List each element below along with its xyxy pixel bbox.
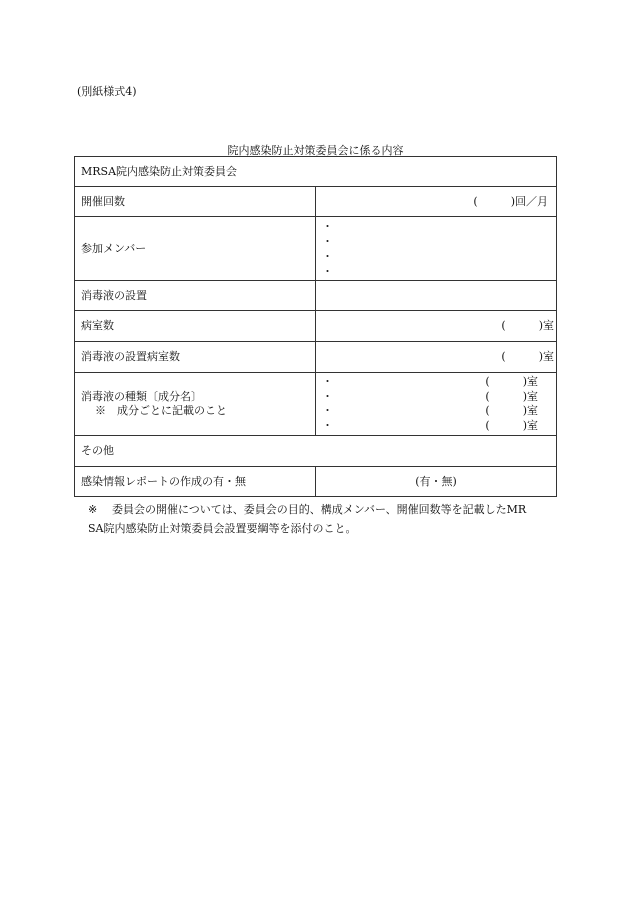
footnote-text-1: 委員会の開催については、委員会の目的、構成メンバー、開催回数等を記載したMR — [112, 503, 527, 516]
rooms-value[interactable]: ( )室 — [316, 311, 557, 342]
footnote-mark: ※ — [88, 503, 98, 516]
item-rooms: ( )室 — [485, 375, 538, 388]
member-bullet: ・ — [322, 219, 333, 233]
section-header: MRSA院内感染防止対策委員会 — [75, 157, 557, 187]
report-label: 感染情報レポートの作成の有・無 — [75, 467, 316, 497]
disinfectant-install-label: 消毒液の設置 — [75, 281, 316, 311]
meetings-label: 開催回数 — [75, 187, 316, 217]
disinfectant-types-label: 消毒液の種類〔成分名〕 — [81, 390, 202, 403]
member-bullet: ・ — [322, 234, 333, 248]
rooms-with-disinfectant-row — [75, 342, 557, 373]
meetings-row — [75, 187, 557, 217]
rooms-with-disinfectant-value[interactable]: ( )室 — [316, 342, 557, 373]
disinfectant-type-item — [322, 390, 538, 405]
report-row — [75, 467, 557, 497]
item-rooms: ( )室 — [485, 418, 538, 432]
item-rooms: ( )室 — [485, 404, 538, 417]
other-label: その他 — [75, 436, 557, 467]
item-rooms: ( )室 — [485, 389, 538, 403]
item-bullet: ・ — [322, 375, 333, 388]
meetings-value[interactable]: ( )回／月 — [316, 187, 557, 217]
rooms-label: 病室数 — [75, 311, 316, 342]
footnote — [74, 500, 557, 538]
disinfectant-types-row — [75, 373, 557, 436]
committee-table — [74, 156, 557, 497]
item-bullet: ・ — [322, 418, 333, 432]
item-bullet: ・ — [322, 404, 333, 417]
disinfectant-types-label-cell — [75, 373, 316, 436]
members-row — [75, 217, 557, 281]
member-bullet: ・ — [322, 264, 333, 278]
disinfectant-type-item — [322, 419, 538, 434]
member-bullet: ・ — [322, 249, 333, 263]
rooms-row — [75, 311, 557, 342]
section-header-row — [75, 157, 557, 187]
members-label: 参加メンバー — [75, 217, 316, 281]
disinfectant-install-value[interactable] — [316, 281, 557, 311]
report-value[interactable]: (有・無) — [316, 467, 557, 497]
other-row — [75, 436, 557, 467]
document-title: 院内感染防止対策委員会に係る内容 — [227, 144, 404, 157]
rooms-with-disinfectant-label: 消毒液の設置病室数 — [75, 342, 316, 373]
disinfectant-types-value[interactable] — [316, 373, 557, 436]
item-bullet: ・ — [322, 389, 333, 403]
members-value[interactable] — [316, 217, 557, 281]
disinfectant-types-note: ※ 成分ごとに記載のこと — [95, 404, 227, 417]
disinfectant-install-row — [75, 281, 557, 311]
footnote-line-2: SA院内感染防止対策委員会設置要綱等を添付のこと。 — [88, 522, 357, 535]
disinfectant-type-item — [322, 404, 538, 419]
disinfectant-type-item — [322, 375, 538, 390]
form-label: (別紙様式4) — [77, 85, 137, 98]
footnote-line-1 — [74, 500, 557, 519]
